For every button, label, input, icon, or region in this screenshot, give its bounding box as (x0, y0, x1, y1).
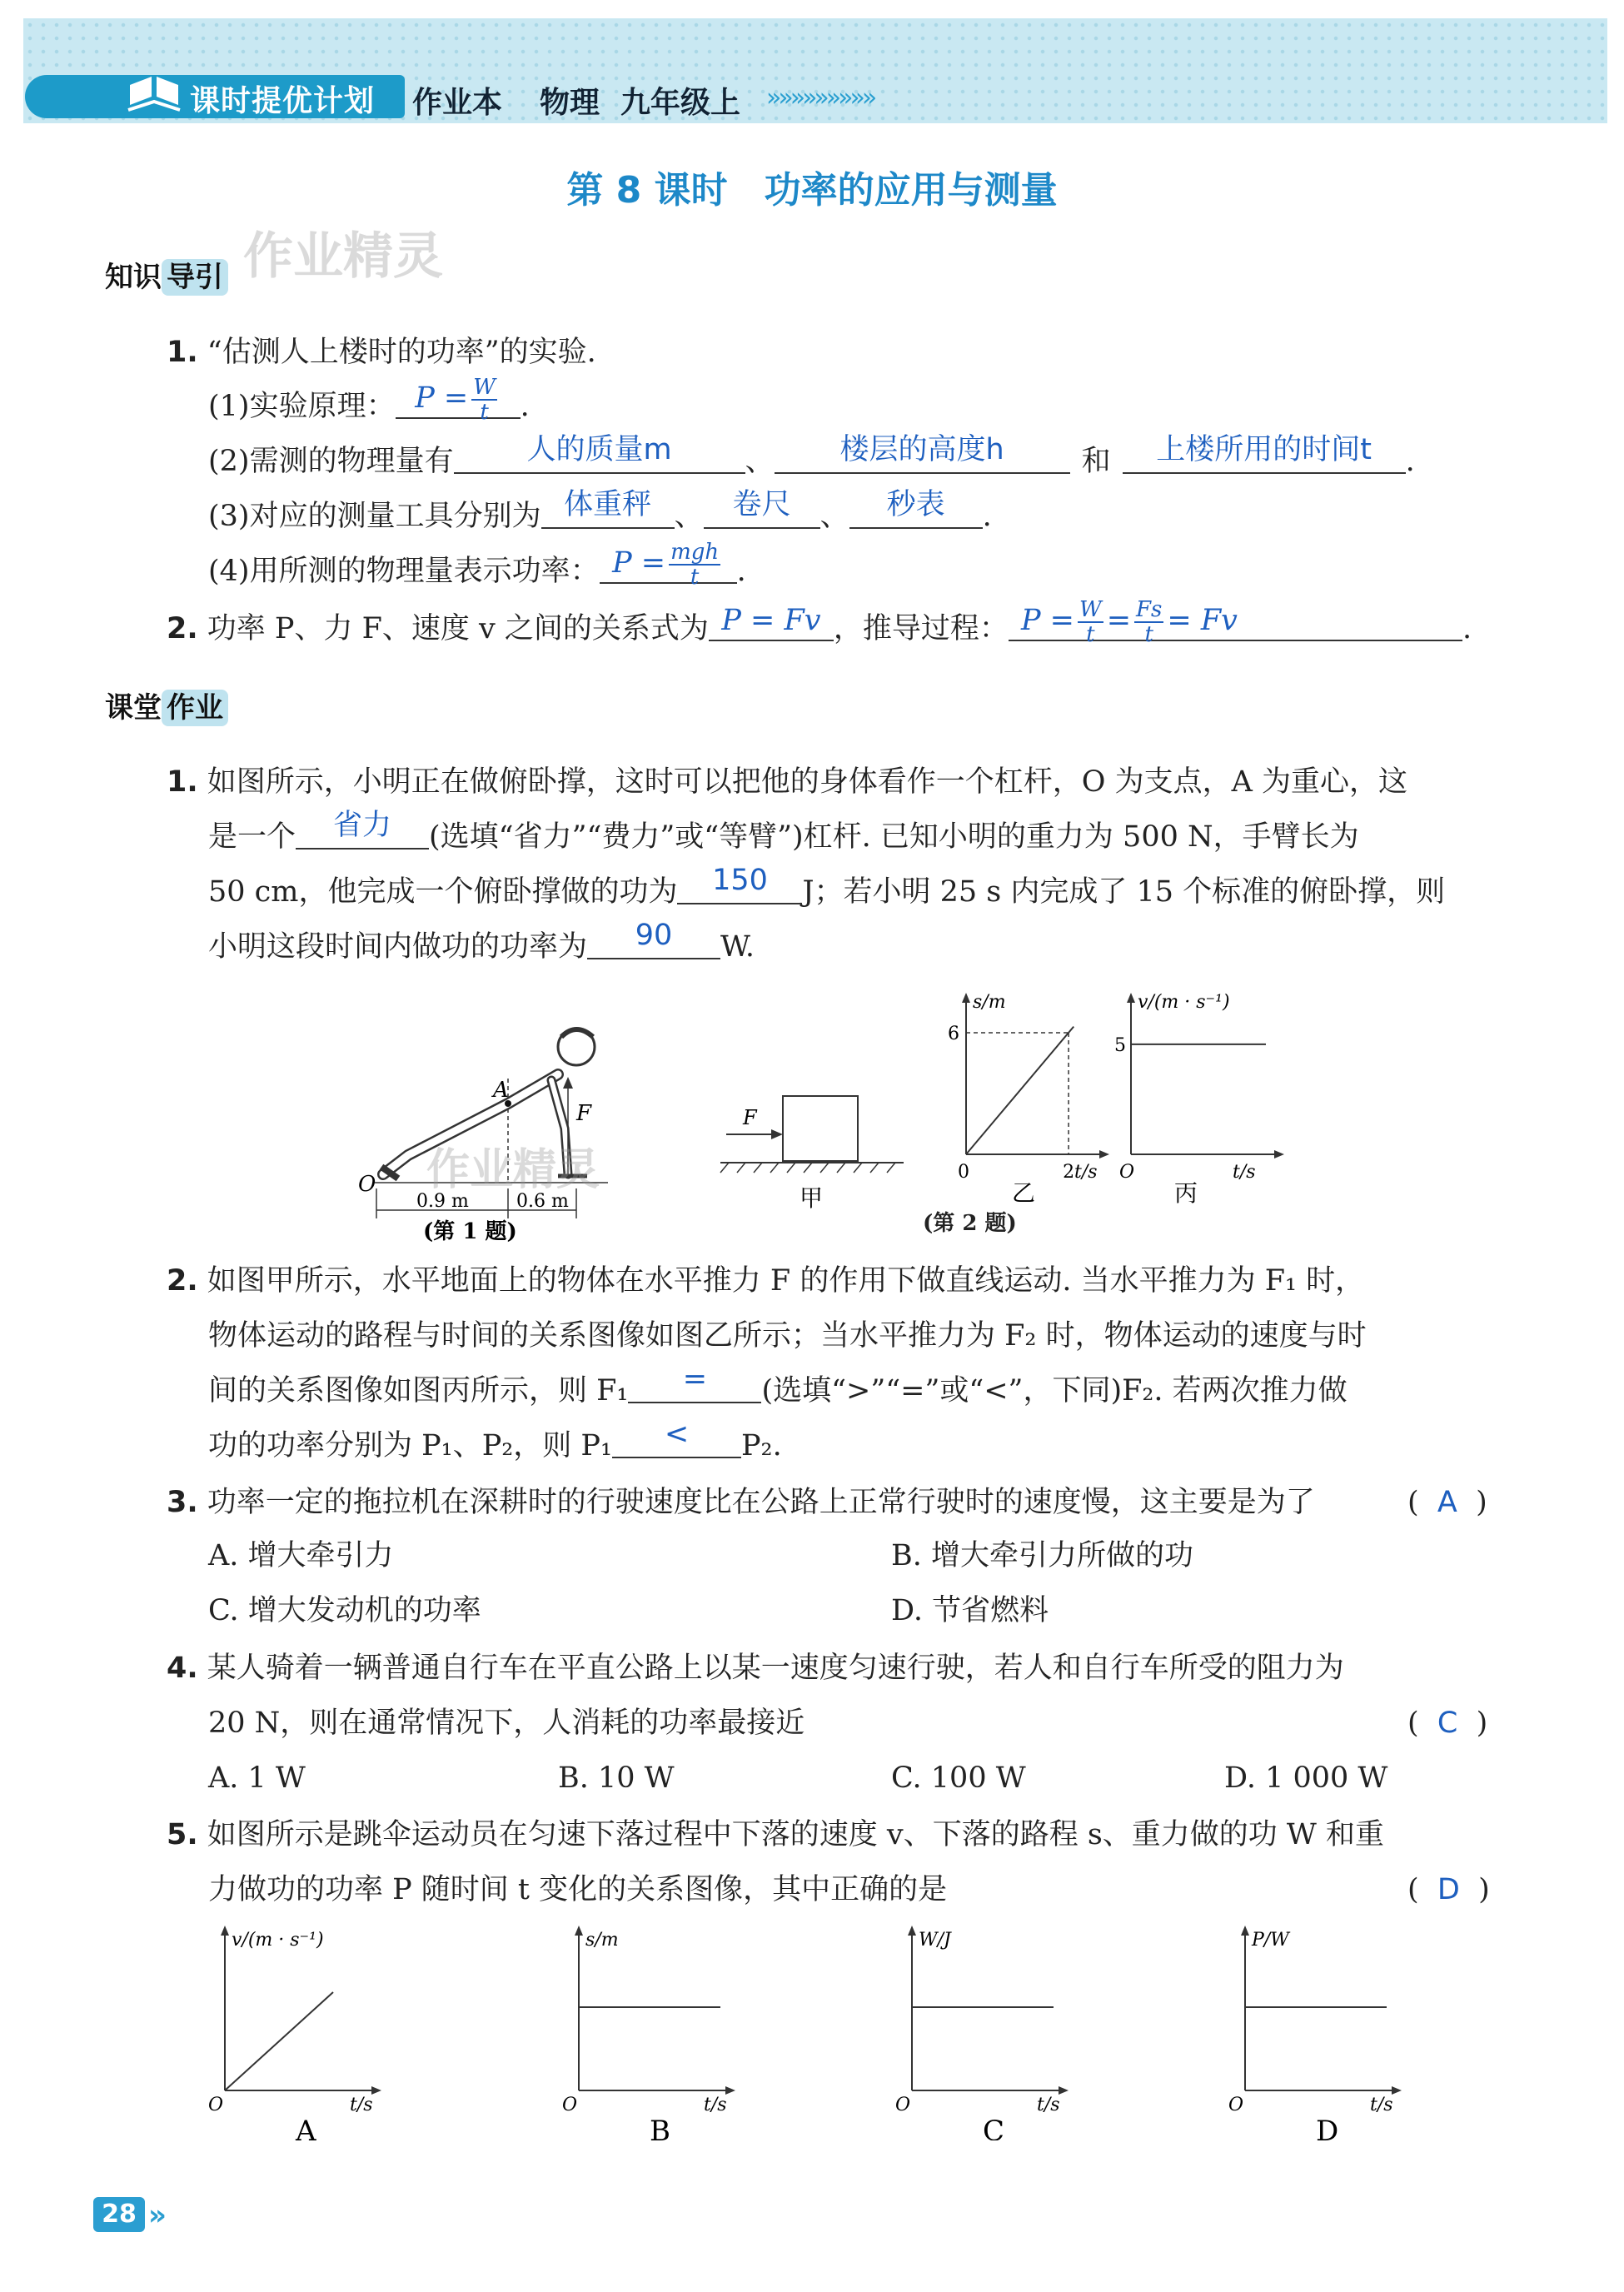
c1-line3 (208, 864, 1445, 919)
k1-p2-sep2: 和 (1081, 445, 1111, 478)
c4-option-b[interactable]: B. 10 W (558, 1761, 675, 1795)
c1-blank3 (587, 919, 720, 959)
c1-blank2 (677, 864, 802, 904)
k2-d-d1: t (1086, 621, 1095, 647)
k1-stem (167, 325, 596, 380)
c3-option-b[interactable]: B. 增大牵引力所做的功 (891, 1539, 1193, 1572)
fig5-c-ylabel: W/J (919, 1930, 951, 1951)
c4-line1-text: 某人骑着一辆普通自行车在平直公路上以某一速度匀速行驶，若人和自行车所受的阻力为 (207, 1652, 1344, 1685)
c2-blank1 (628, 1363, 761, 1403)
yi-xlabel: t/s (1074, 1162, 1098, 1183)
c3-num: 3. (167, 1486, 198, 1519)
yi-ylabel: s/m (973, 992, 1006, 1013)
k2-d-n1: W (1079, 596, 1102, 622)
fig1-dim2: 0.6 m (516, 1191, 569, 1212)
fig5-b-xlabel: t/s (704, 2095, 727, 2115)
fig5-graph-d[interactable] (1220, 1916, 1420, 2140)
section-knowledge-b: 导引 (162, 259, 228, 296)
k1-p1-label: (1)实验原理： (208, 390, 396, 423)
c1-line3a: 50 cm，他完成一个俯卧撑做的功为 (208, 875, 678, 909)
fig5-a-xlabel: t/s (350, 2095, 373, 2115)
c1-num: 1. (167, 765, 198, 799)
fig5-a-ylabel: v/(m · s⁻¹) (232, 1930, 324, 1951)
page-arrow-icon: » (148, 2199, 167, 2232)
c2-line2: 物体运动的路程与时间的关系图像如图乙所示；当水平推力为 F₂ 时，物体运动的速度与时 (208, 1319, 1367, 1353)
fig5-graph-b[interactable] (554, 1916, 754, 2140)
c1-line2b: (选填“省力”“费力”或“等臂”)杠杆. 已知小明的重力为 500 N，手臂长为 (429, 820, 1359, 854)
c4-answer-paren: ( C ) (1407, 1707, 1488, 1740)
k1-p1-ans-num: W (473, 374, 496, 400)
k1-p3-label: (3)对应的测量工具分别为 (208, 500, 541, 533)
fig5-graph-c[interactable] (887, 1916, 1087, 2140)
k2-ans1: P = Fv (721, 604, 821, 637)
book-icon (125, 72, 183, 118)
figure-2-bing (1108, 983, 1308, 1233)
k1-p4-dot: . (736, 555, 746, 588)
c1-ans2: 150 (712, 864, 768, 897)
c5-line2: 力做功的功率 P 随时间 t 变化的关系图像，其中正确的是 (208, 1873, 948, 1906)
c2-line1-text: 如图甲所示，水平地面上的物体在水平推力 F 的作用下做直线运动. 当水平推力为 F₁ 时， (207, 1264, 1365, 1298)
k2-d-d2: t (1144, 621, 1153, 647)
c1-line3b: J；若小明 25 s 内完成了 15 个标准的俯卧撑，则 (802, 875, 1446, 909)
c2-ans1: = (682, 1363, 708, 1396)
k2-dot: . (1462, 612, 1472, 645)
watermark: 作业精灵 (243, 227, 443, 286)
k1-p2-ans1: 人的质量m (526, 433, 672, 466)
k1-p4-ans-den: t (690, 564, 700, 590)
k1-p4-ans-num: mgh (670, 539, 720, 565)
k1-p3-sep2: 、 (819, 500, 849, 533)
k2-d-n2: Fs (1136, 596, 1163, 622)
figure-2-yi (916, 983, 1116, 1233)
c3-answer-paren: ( A ) (1407, 1486, 1487, 1519)
subject: 物理 (540, 86, 600, 120)
k1-p4 (208, 539, 746, 599)
k1-p2-label: (2)需测的物理量有 (208, 445, 454, 478)
figure-pushup (358, 1004, 625, 1245)
section-classwork-a: 课堂 (105, 691, 162, 725)
fig5-c-xlabel: t/s (1037, 2095, 1060, 2115)
k1-p1-blank (396, 374, 521, 425)
k1-p4-blank (600, 539, 737, 590)
c2-line3 (208, 1363, 1348, 1418)
c1-blank1 (296, 810, 429, 850)
k2-blank2 (1009, 596, 1462, 647)
fig1-label-o: O (358, 1172, 376, 1197)
bing-origin: O (1119, 1162, 1135, 1183)
yi-xtick: 2 (1063, 1162, 1075, 1183)
section-classwork (105, 685, 228, 725)
fig5-d-letter: D (1316, 2115, 1339, 2140)
section-knowledge (105, 254, 228, 295)
fig2-caption: (第 2 题) (923, 1211, 1017, 1236)
c3-option-d[interactable]: D. 节省燃料 (891, 1594, 1049, 1627)
k2-num: 2. (167, 612, 198, 645)
grade: 九年级上 (620, 86, 741, 120)
k1-p2-ans3: 上楼所用的时间t (1156, 433, 1372, 466)
bing-xlabel: t/s (1233, 1162, 1256, 1183)
k2-blank1 (709, 601, 834, 641)
k1-p2-blank1 (454, 434, 745, 474)
c5-num: 5. (167, 1818, 198, 1851)
c1-line1 (167, 755, 1407, 810)
figure-2-jia (716, 1074, 908, 1224)
k1-p3-ans3: 秒表 (886, 488, 945, 521)
k1-num: 1. (167, 336, 198, 369)
bing-label: 丙 (1174, 1179, 1198, 1207)
c2-line4b: P₂. (741, 1429, 782, 1462)
fig2-label-f: F (743, 1106, 757, 1129)
c5-line1-text: 如图所示是跳伞运动员在匀速下落过程中下落的速度 v、下落的路程 s、重力做的功 W 和重 (207, 1818, 1385, 1851)
c4-option-c[interactable]: C. 100 W (891, 1761, 1026, 1795)
c5-answer: D (1437, 1873, 1460, 1906)
page-number: 28 (93, 2197, 145, 2232)
k1-p4-ans-lhs: P = (612, 546, 666, 580)
watermark-2: 作业精灵 (426, 1145, 600, 1195)
yi-ytick: 6 (948, 1023, 959, 1044)
fig2-block (783, 1096, 858, 1161)
k2-stem: 功率 P、力 F、速度 v 之间的关系式为 (207, 612, 709, 645)
c2-line4 (208, 1418, 782, 1473)
c4-line2: 20 N，则在通常情况下，人消耗的功率最接近 (208, 1707, 805, 1740)
c4-answer: C (1437, 1707, 1458, 1740)
c3-answer: A (1437, 1486, 1457, 1519)
c2-blank2 (612, 1418, 741, 1458)
c1-line4 (208, 919, 755, 974)
k1-p3-sep1: 、 (674, 500, 704, 533)
yi-origin: 0 (958, 1162, 969, 1183)
k2-mid: ，推导过程： (833, 612, 1009, 645)
fig1-caption: (第 1 题) (423, 1219, 517, 1244)
c3-stem (167, 1475, 1315, 1530)
k1-p1-dot: . (520, 390, 530, 423)
c2-line1 (167, 1253, 1364, 1308)
fig5-b-letter: B (650, 2115, 670, 2140)
c4-option-d[interactable]: D. 1 000 W (1224, 1761, 1388, 1795)
k1-p3-blank1 (541, 489, 675, 529)
bing-ylabel: v/(m · s⁻¹) (1138, 992, 1230, 1013)
section-knowledge-a: 知识 (105, 261, 162, 294)
fig5-c-origin: O (895, 2095, 911, 2115)
k1-p2-dot: . (1405, 445, 1415, 478)
c4-line1 (167, 1641, 1344, 1696)
c1-ans3: 90 (635, 919, 673, 952)
header-arrows-icon: »»»»»»»»» (766, 83, 874, 112)
fig5-a-line (225, 1992, 333, 2090)
c4-num: 4. (167, 1652, 198, 1685)
c3-stem-text: 功率一定的拖拉机在深耕时的行驶速度比在公路上正常行驶时的速度慢，这主要是为了 (207, 1486, 1315, 1519)
fig2-label-jia: 甲 (800, 1184, 824, 1212)
c5-line1 (167, 1807, 1384, 1862)
c2-ans2: < (664, 1418, 690, 1451)
k2-d-rhs: = Fv (1167, 604, 1238, 637)
fig2-ground-hatch (720, 1163, 895, 1173)
section-classwork-b: 作业 (162, 690, 228, 726)
c3-option-a[interactable]: A. 增大牵引力 (208, 1539, 394, 1572)
c4-option-a[interactable]: A. 1 W (208, 1761, 306, 1795)
c1-line4b: W. (720, 930, 755, 964)
k1-p2-blank2 (775, 434, 1070, 474)
fig5-a-letter: A (296, 2115, 316, 2140)
c2-line4a: 功的功率分别为 P₁、P₂，则 P₁ (208, 1429, 612, 1462)
yi-series-line (966, 1027, 1074, 1154)
yi-label: 乙 (1012, 1179, 1036, 1207)
c1-line2a: 是一个 (208, 820, 296, 854)
k1-p3-dot: . (982, 500, 992, 533)
k1-p3-blank2 (704, 489, 820, 529)
k1-text: “估测人上楼时的功率”的实验. (207, 336, 596, 369)
k1-p3 (208, 489, 992, 544)
k2-d-lhs: P = (1020, 604, 1074, 637)
fig5-c-letter: C (983, 2115, 1005, 2140)
book-type: 作业本 (412, 86, 503, 120)
k1-p3-ans2: 卷尺 (732, 488, 791, 521)
c1-line1-text: 如图所示，小明正在做俯卧撑，这时可以把他的身体看作一个杠杆，O 为支点，A 为重心，这 (207, 765, 1408, 799)
c5-answer-paren: ( D ) (1407, 1873, 1490, 1906)
k1-p1 (208, 374, 530, 434)
k1-p2-blank3 (1123, 434, 1406, 474)
k1-p4-label: (4)用所测的物理量表示功率： (208, 555, 600, 588)
k1-p2-sep1: 、 (745, 445, 775, 478)
brand-text: 课时提优计划 (190, 84, 376, 118)
fig1-label-f: F (576, 1101, 592, 1126)
k1-p2-ans2: 楼层的高度h (839, 433, 1004, 466)
c1-line4a: 小明这段时间内做功的功率为 (208, 930, 588, 964)
page-title: 第 8 课时 功率的应用与测量 (566, 169, 1058, 212)
c2-line3b: (选填“>”“=”或“<”，下同)F₂. 若两次推力做 (761, 1374, 1348, 1408)
fig5-d-origin: O (1228, 2095, 1244, 2115)
k1-p2 (208, 434, 1415, 489)
fig5-b-origin: O (562, 2095, 578, 2115)
bing-ytick: 5 (1114, 1034, 1126, 1056)
fig5-d-ylabel: P/W (1252, 1930, 1289, 1951)
fig1-label-a: A (493, 1078, 509, 1103)
c2-num: 2. (167, 1264, 198, 1298)
k2-d-eq: = (1106, 604, 1132, 637)
fig5-a-origin: O (208, 2095, 224, 2115)
c2-line3a: 间的关系图像如图丙所示，则 F₁ (208, 1374, 629, 1408)
k1-p1-ans-den: t (480, 399, 489, 425)
c1-line2 (208, 810, 1359, 864)
c1-ans1: 省力 (333, 809, 392, 842)
fig1-dim1: 0.9 m (416, 1191, 469, 1212)
c3-option-c[interactable]: C. 增大发动机的功率 (208, 1594, 481, 1627)
k1-p3-blank3 (849, 489, 983, 529)
fig5-d-xlabel: t/s (1370, 2095, 1393, 2115)
fig5-b-ylabel: s/m (585, 1930, 619, 1951)
k1-p3-ans1: 体重秤 (564, 488, 652, 521)
k1-p1-ans-lhs: P = (415, 381, 469, 415)
fig5-graph-a[interactable] (200, 1916, 400, 2140)
k2 (167, 596, 1472, 656)
